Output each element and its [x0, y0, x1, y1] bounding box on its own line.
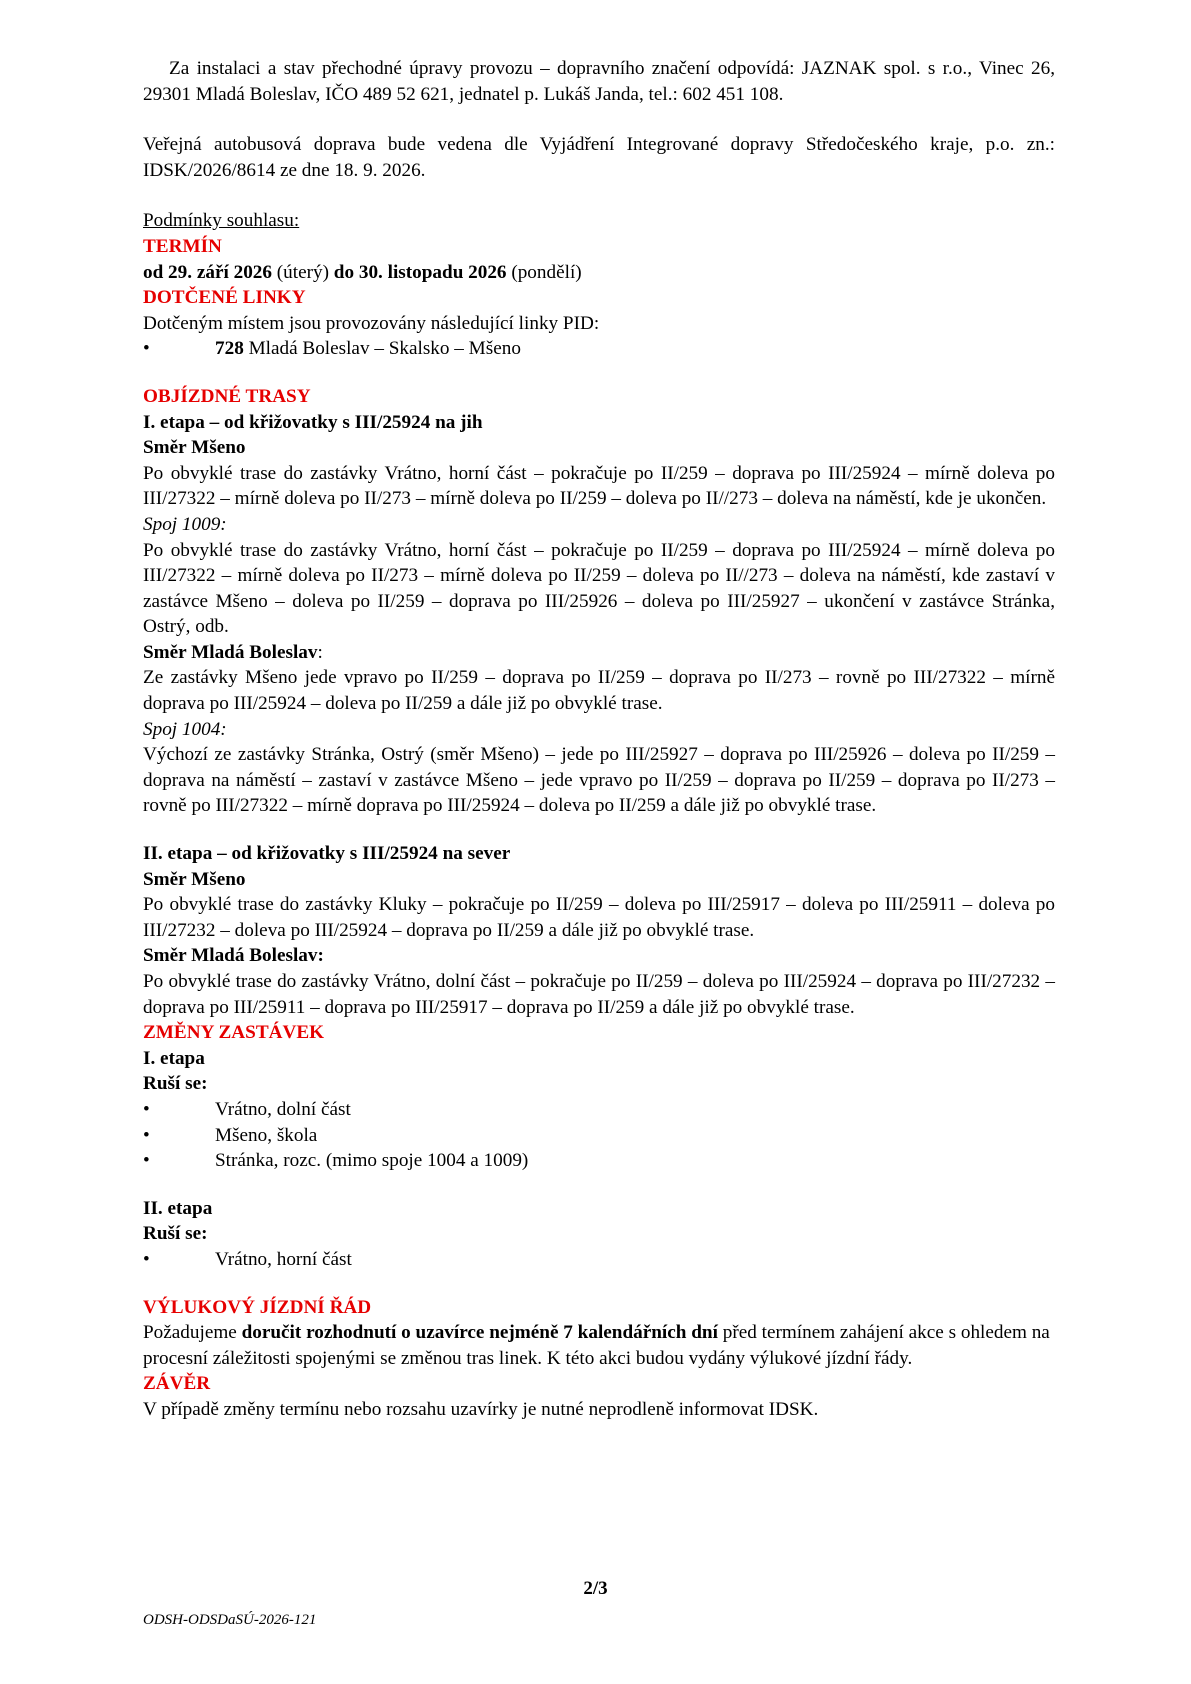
- stage1-dir1-heading: Směr Mšeno: [143, 437, 246, 459]
- conclusion-heading: ZÁVĚR: [143, 1373, 211, 1395]
- line-number: 728: [215, 338, 244, 360]
- termin-from: od 29. září 2026: [143, 261, 272, 283]
- footer-reference: ODSH-ODSDaSÚ-2026-121: [143, 1612, 317, 1628]
- termin-heading: TERMÍN: [143, 235, 222, 257]
- stage1-dir2-colon: :: [317, 641, 323, 663]
- line-list-item: [143, 336, 1055, 362]
- termin-to-day: (pondělí): [506, 261, 582, 283]
- timetable-text-pre: Požadujeme: [143, 1322, 242, 1344]
- termin-dates: [143, 260, 1055, 286]
- timetable-heading: VÝLUKOVÝ JÍZDNÍ ŘÁD: [143, 1296, 372, 1318]
- bullet: •: [143, 338, 150, 360]
- responsibility-paragraph: Za instalaci a stav přechodné úpravy provozu – dopravního značení odpovídá: JAZNAK spol. s r.o., Vinec 26, 29301 Mladá Boleslav, IČO 489 52 621, jednatel p. Lukáš Janda, tel.: 602 451 108.: [143, 58, 1055, 105]
- stage1-dir2-label: Směr Mladá Boleslav: [143, 641, 318, 663]
- termin-to: do 30. listopadu 2026: [333, 261, 507, 283]
- stage2-dir1-text: Po obvyklé trase do zastávky Kluky – pokračuje po II/259 – doleva po III/25917 – doleva po III/25911 – doleva po III/27232 – doleva po III/25924 – doprava po II/259 a dále již po obvyklé trase.: [143, 894, 1055, 941]
- stage2-dir2-heading: Směr Mladá Boleslav:: [143, 945, 324, 967]
- timetable-text-post: před termínem zahájení akce s ohledem na procesní záležitosti spojenými se změnou tras linek. K této akci budou vydány výlukové jízdní řády.: [143, 1322, 1050, 1369]
- list-item: [143, 1247, 1055, 1273]
- stage1-spoj1-label: Spoj 1009:: [143, 513, 227, 535]
- termin-from-day: (úterý): [271, 261, 334, 283]
- bullet: •: [143, 1150, 150, 1172]
- page-number: 2/3: [583, 1578, 608, 1599]
- bullet: •: [143, 1098, 150, 1120]
- stage1-spoj2-text: Výchozí ze zastávky Stránka, Ostrý (směr Mšeno) – jede po III/25927 – doprava po III/25926 – doleva po II/259 – doprava na náměstí – zastaví v zastávce Mšeno – jede vpravo po II/259 – doprava po II/259 – doprava po II/273 – rovně po III/27322 – mírně doprava po III/25924 – doleva po II/259 a dále již po obvyklé trase.: [143, 744, 1055, 817]
- stage2-dir2-text: Po obvyklé trase do zastávky Vrátno, dolní část – pokračuje po II/259 – doleva po III/25924 – doprava po III/27232 – doprava po III/25911 – doprava po III/25917 – doprava po II/259 a dále již po obvyklé trase.: [143, 971, 1055, 1018]
- lines-heading: DOTČENÉ LINKY: [143, 287, 306, 309]
- stop-item: Vrátno, dolní část: [215, 1098, 351, 1120]
- list-item: [143, 1123, 1055, 1149]
- lines-intro: Dotčeným místem jsou provozovány následující linky PID:: [143, 312, 600, 334]
- stage1-title: I. etapa – od křižovatky s III/25924 na jih: [143, 411, 483, 433]
- list-item: [143, 1097, 1055, 1123]
- stop-item: Mšeno, škola: [215, 1124, 318, 1146]
- bullet: •: [143, 1248, 150, 1270]
- stage1-spoj2-label: Spoj 1004:: [143, 718, 227, 740]
- list-item: [143, 1148, 1055, 1174]
- stage1-dir2-text: Ze zastávky Mšeno jede vpravo po II/259 – doprava po II/259 – doprava po II/273 – rovně po III/27322 – mírně doprava po III/25924 – doleva po II/259 a dále již po obvyklé trase.: [143, 667, 1055, 715]
- conclusion-text: V případě změny termínu nebo rozsahu uzavírky je nutné neprodleně informovat IDSK.: [143, 1398, 819, 1420]
- stops-stage1-title: I. etapa: [143, 1047, 205, 1069]
- document-page: [143, 56, 1055, 1423]
- stage1-dir1-text: Po obvyklé trase do zastávky Vrátno, horní část – pokračuje po II/259 – doprava po III/25924 – mírně doleva po III/27322 – mírně doleva po II/273 – mírně doleva po II/259 – doleva po II//273 – doleva na náměstí, kde je ukončen.: [143, 462, 1055, 510]
- bus-transport-paragraph: Veřejná autobusová doprava bude vedena dle Vyjádření Integrované dopravy Středočeského kraje, p.o. zn.: IDSK/2026/8614 ze dne 18. 9. 2026.: [143, 134, 1055, 181]
- stops-stage1-cancelled-label: Ruší se:: [143, 1073, 208, 1095]
- stage2-dir1-heading: Směr Mšeno: [143, 868, 246, 890]
- timetable-text-bold: doručit rozhodnutí o uzavírce nejméně 7 kalendářních dní: [241, 1322, 718, 1344]
- bullet: •: [143, 1124, 150, 1146]
- stage2-title: II. etapa – od křižovatky s III/25924 na sever: [143, 843, 511, 865]
- detours-heading: OBJÍZDNÉ TRASY: [143, 385, 311, 407]
- line-route: Mladá Boleslav – Skalsko – Mšeno: [243, 338, 521, 360]
- stage1-spoj1-text: Po obvyklé trase do zastávky Vrátno, horní část – pokračuje po II/259 – doprava po III/25924 – mírně doleva po III/27322 – mírně doleva po II/273 – mírně doleva po II/259 – doleva po II//273 – doleva na náměstí, kde zastaví v zastávce Mšeno – doleva po II/259 – doprava po III/25926 – doleva po III/25927 – ukončení v zastávce Stránka, Ostrý, odb.: [143, 539, 1055, 638]
- timetable-text: [143, 1320, 1055, 1371]
- conditions-label: Podmínky souhlasu:: [143, 210, 300, 232]
- stop-item: Vrátno, horní část: [215, 1248, 352, 1270]
- stop-item: Stránka, rozc. (mimo spoje 1004 a 1009): [215, 1150, 529, 1172]
- stops-stage2-cancelled-label: Ruší se:: [143, 1223, 208, 1245]
- stops-heading: ZMĚNY ZASTÁVEK: [143, 1022, 325, 1044]
- stage1-dir2-heading: [143, 640, 1055, 666]
- stops-stage2-title: II. etapa: [143, 1197, 213, 1219]
